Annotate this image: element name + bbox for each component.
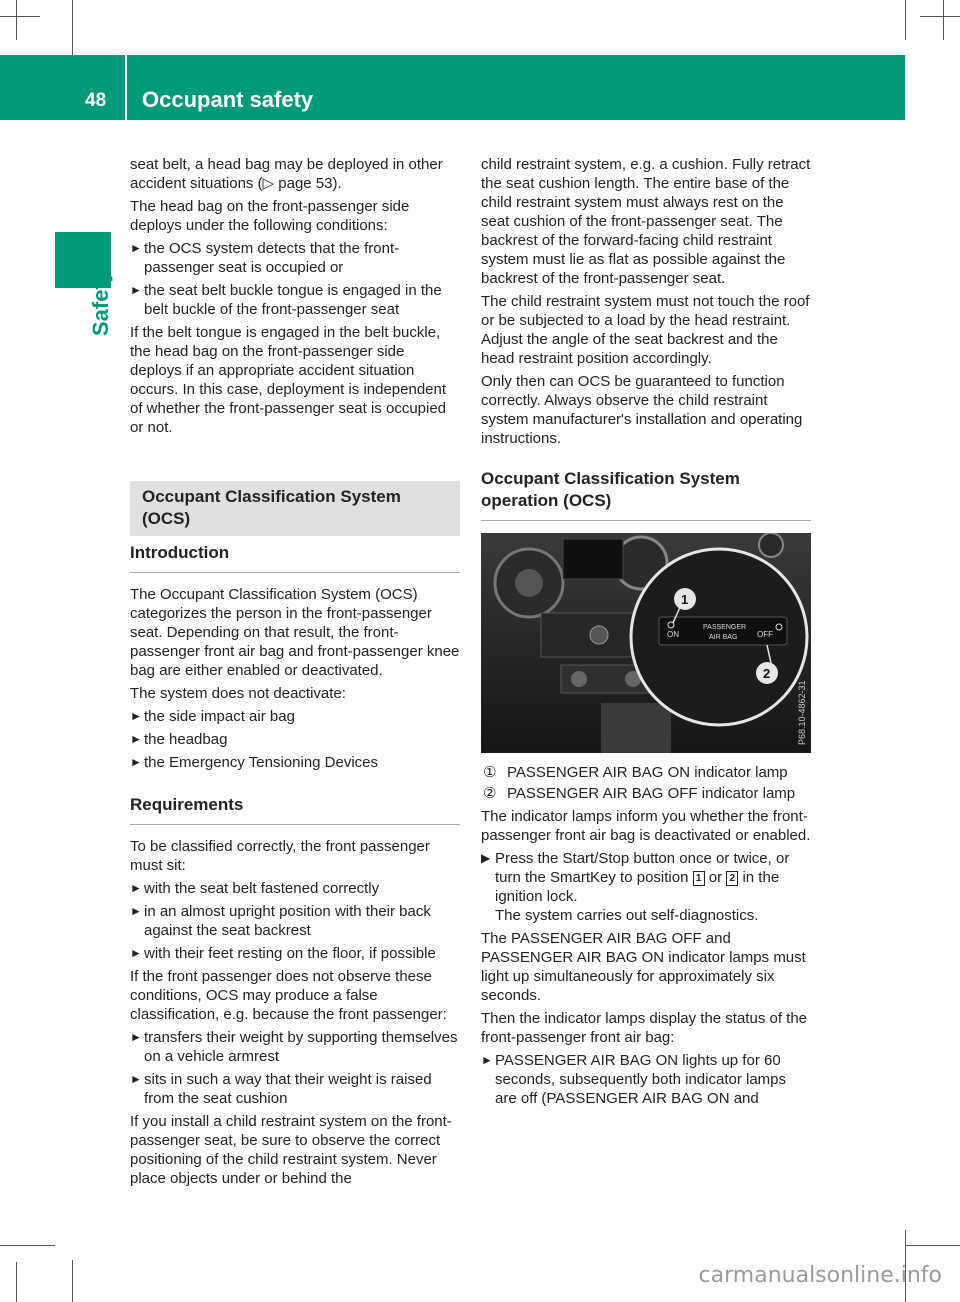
header-divider (125, 55, 127, 120)
watermark: carmanualsonline.info (698, 1263, 942, 1288)
key-position-2: 2 (726, 871, 738, 886)
caption-item: ② PASSENGER AIR BAG OFF indicator lamp (483, 785, 796, 802)
paragraph: The PASSENGER AIR BAG OFF and PASSENGER AIR BAG ON indicator lamps must light up simultaneously for approximately six seconds. (481, 930, 806, 1004)
crop-mark (16, 1262, 17, 1302)
list-item: ► PASSENGER AIR BAG ON lights up for 60 seconds, subsequently both indicator lamps are off (PASSENGER AIR BAG ON and (481, 1052, 787, 1107)
bullet-icon: ► (130, 881, 142, 895)
list-item: ► with the seat belt fastened correctly (130, 880, 380, 897)
right-column (481, 155, 811, 1112)
callout-2: 2 (763, 666, 771, 681)
panel-off-label: OFF (757, 630, 773, 639)
paragraph: The head bag on the front-passenger side deploys under the following conditions: (130, 198, 410, 234)
paragraph: The Occupant Classification System (OCS) categorizes the person in the front-passenger seat. Depending on that result, the front-passenger front air bag and front-passenger knee bag are either enabled or deactivated. (130, 586, 460, 679)
page-title: Occupant safety (142, 87, 314, 112)
header-bar (0, 55, 905, 120)
crop-mark (920, 16, 960, 17)
list-item: ► with their feet resting on the floor, if possible (130, 945, 436, 962)
list-item: ► the headbag (130, 731, 228, 748)
crop-mark (0, 16, 40, 17)
caption-number: ② (483, 785, 497, 802)
bullet-icon: ► (481, 1053, 493, 1067)
side-tab-label: Safety (88, 269, 113, 336)
bullet-icon: ► (130, 946, 142, 960)
paragraph: To be classified correctly, the front passenger must sit: (130, 838, 430, 874)
panel-on-label: ON (667, 630, 679, 639)
crop-mark (16, 0, 17, 40)
list-item: ► sits in such a way that their weight is raised from the seat cushion (130, 1071, 432, 1107)
panel-title-line2: AIR BAG (709, 634, 738, 641)
subheading-ocs-operation: Occupant Classification System operation (OCS) (481, 468, 811, 521)
page-number: 48 (85, 90, 107, 111)
paragraph: The indicator lamps inform you whether the front-passenger front air bag is deactivated or enabled. (481, 808, 811, 844)
paragraph: If the front passenger does not observe these conditions, OCS may produce a false classification, e.g. because the front passenger: (130, 968, 447, 1023)
bullet-icon: ► (130, 732, 142, 746)
bullet-icon: ► (130, 241, 142, 255)
paragraph: seat belt, a head bag may be deployed in other accident situations (▷ page 53). (130, 156, 443, 192)
callout-1: 1 (681, 592, 689, 607)
dashboard-figure (481, 533, 811, 753)
climate-knob (571, 671, 587, 687)
paragraph: Only then can OCS be guaranteed to function correctly. Always observe the child restraint system manufacturer's installation and operating instructions. (481, 373, 803, 447)
bullet-icon: ► (130, 904, 142, 918)
list-item: ► transfers their weight by supporting themselves on a vehicle armrest (130, 1029, 458, 1065)
paragraph: The system does not deactivate: (130, 685, 346, 702)
action-arrow-icon: ▶ (481, 851, 491, 865)
figure-code: P68.10-4862-31 (797, 680, 807, 745)
crop-mark (72, 1260, 73, 1302)
list-item: ► the OCS system detects that the front-passenger seat is occupied or (130, 240, 400, 276)
crop-mark (72, 0, 73, 55)
display-screen (563, 539, 623, 579)
action-step: ▶ Press the Start/Stop button once or twice, or turn the SmartKey to position 1 or 2 in the ignition lock. The system carries out self-diagnostics. (481, 850, 790, 924)
bullet-icon: ► (130, 1030, 142, 1044)
bullet-icon: ► (130, 283, 142, 297)
section-heading: Occupant Classification System (OCS) (130, 481, 460, 536)
bullet-icon: ► (130, 1072, 142, 1086)
key-position-1: 1 (693, 871, 705, 886)
list-item: ► the side impact air bag (130, 708, 295, 725)
crop-mark (0, 1245, 55, 1246)
subheading-requirements: Requirements (130, 794, 460, 825)
left-column (130, 155, 460, 1192)
list-item: ► the Emergency Tensioning Devices (130, 754, 379, 771)
crop-mark (943, 0, 944, 40)
bullet-icon: ► (130, 709, 142, 723)
list-item: ► the seat belt buckle tongue is engaged in the belt buckle of the front-passenger seat (130, 282, 442, 318)
caption-number: ① (483, 764, 497, 781)
paragraph: Then the indicator lamps display the status of the front-passenger front air bag: (481, 1010, 808, 1046)
dashboard-illustration (481, 533, 811, 753)
center-console (601, 703, 671, 753)
panel-title-line1: PASSENGER (703, 624, 747, 631)
caption-item: ① PASSENGER AIR BAG ON indicator lamp (483, 764, 788, 781)
paragraph: If the belt tongue is engaged in the belt buckle, the head bag on the front-passenger side deploys if an appropriate accident situation occurs. In this case, deployment is independent of whether the front-passenger seat is occupied or not. (130, 324, 447, 436)
action-result: The system carries out self-diagnostics. (495, 907, 759, 924)
subheading-introduction: Introduction (130, 542, 460, 573)
crop-mark (905, 0, 906, 40)
paragraph: If you install a child restraint system on the front-passenger seat, be sure to observe the correct positioning of the child restraint system. Never place objects under or behind the (130, 1113, 452, 1187)
radio-knob (590, 626, 608, 644)
crop-mark (905, 1245, 960, 1246)
list-item: ► in an almost upright position with their back against the seat backrest (130, 903, 431, 939)
air-vent-right (759, 533, 783, 557)
bullet-icon: ► (130, 755, 142, 769)
air-vent-hub (515, 569, 543, 597)
paragraph: The child restraint system must not touch the roof or be subjected to a load by the head restraint. Adjust the angle of the seat backrest and the head restraint position accordingly. (481, 293, 810, 367)
paragraph: child restraint system, e.g. a cushion. Fully retract the seat cushion length. The entire base of the child restraint system must always rest on the seat cushion of the front-passenger seat. The backrest of the forward-facing child restraint system must lie as flat as possible against the backrest of the front-passenger seat. (481, 156, 811, 287)
